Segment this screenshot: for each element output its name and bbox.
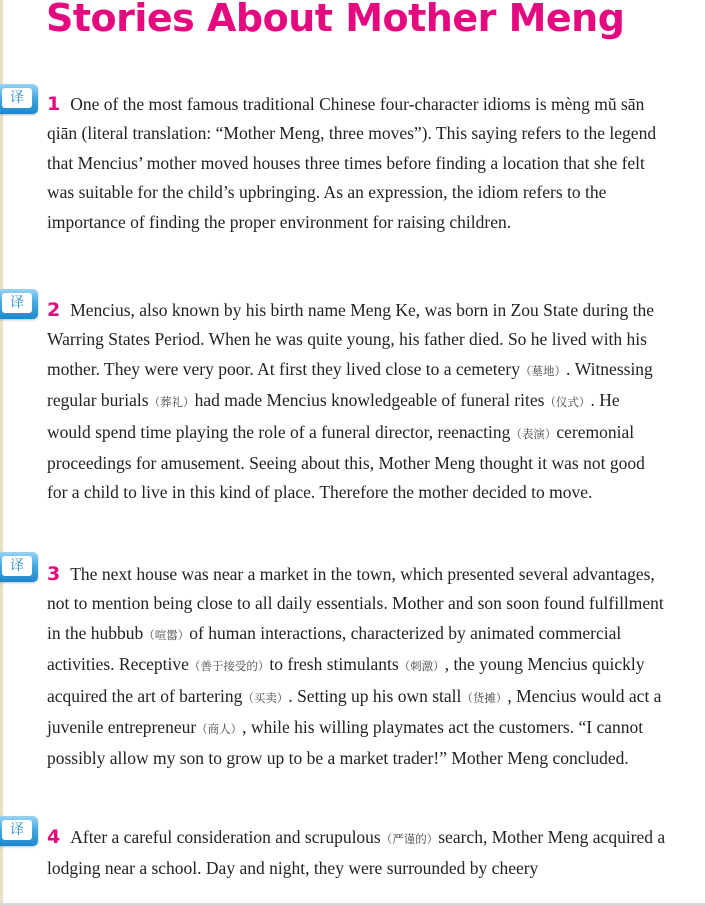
paragraph-text: , while his willing playmates act the customers. “I cannot possibly allow my son to grow up to be a market trader!” Mother Meng concluded. xyxy=(47,717,644,769)
paragraph-text: , the young Mencius quickly acquired the art of bartering xyxy=(47,654,645,706)
chinese-gloss: （刺激） xyxy=(398,659,445,674)
translate-tab-3[interactable] xyxy=(0,552,38,582)
chinese-gloss: （仪式） xyxy=(544,395,591,410)
paragraph-text: The next house was near a market in the town, which presented several advantages, not to mention being close to all daily essentials. Mother and son soon found fulfillment in the hubbub xyxy=(47,564,664,643)
paragraph-number: 2 xyxy=(47,299,61,321)
paragraph-4 xyxy=(47,823,667,884)
paragraph-text: to fresh stimulants xyxy=(269,654,399,675)
translate-tab-1[interactable] xyxy=(0,84,38,114)
paragraph-text: . Witnessing regular burials xyxy=(47,358,653,411)
chinese-gloss: （货摊） xyxy=(461,690,508,705)
paragraph-text: had made Mencius knowledgeable of funeral rites xyxy=(194,390,545,411)
page-title: Stories About Mother Meng xyxy=(46,0,625,40)
paragraph-number: 1 xyxy=(47,93,61,115)
paragraph-number: 3 xyxy=(47,563,61,585)
chinese-gloss: （表演） xyxy=(510,426,557,441)
paragraph-text: of human interactions, characterized by animated commercial activities. Receptive xyxy=(47,622,622,675)
chinese-gloss: （商人） xyxy=(196,722,243,737)
chinese-gloss: （喧嚣） xyxy=(143,627,190,642)
chinese-gloss: （善于接受的） xyxy=(188,659,270,674)
paragraph-text: , Mencius would act a juvenile entrepreneur xyxy=(47,685,662,738)
translate-icon: 译 xyxy=(2,88,32,108)
paragraph-1 xyxy=(47,90,667,237)
chinese-gloss: （葬礼） xyxy=(148,395,195,410)
paragraph-text: search, Mother Meng acquired a lodging near a school. Day and night, they were surrounded by cheery xyxy=(47,827,666,879)
chinese-gloss: （严谨的） xyxy=(380,832,439,846)
paragraph-text: ceremonial proceedings for amusement. Seeing about this, Mother Meng thought it was not good for a child to live in this kind of place. Therefore the mother decided to move. xyxy=(47,421,645,503)
chinese-gloss: （墓地） xyxy=(520,363,567,378)
paragraph-text: One of the most famous traditional Chinese four-character idioms is mèng mŭ sān qiān (literal translation: “Mother Meng, three moves”). This saying refers to the legend that Mencius’ mother moved houses three times before finding a location that she felt was suitable for the child’s upbringing. As an expression, the idiom refers to the importance of finding the proper environment for raising children. xyxy=(47,94,657,232)
paragraph-number: 4 xyxy=(47,826,61,848)
paragraph-3 xyxy=(47,560,667,774)
chinese-gloss: （买卖） xyxy=(242,690,289,705)
translate-icon: 译 xyxy=(2,820,32,840)
paragraph-text: After a careful consideration and scrupulous xyxy=(70,827,381,847)
translate-icon: 译 xyxy=(2,293,32,313)
paragraph-text: . He would spend time playing the role of a funeral director, reenacting xyxy=(47,390,620,442)
translate-tab-2[interactable] xyxy=(0,289,38,319)
paragraph-text: Mencius, also known by his birth name Meng Ke, was born in Zou State during the Warring States Period. When he was quite young, his father died. So he lived with his mother. They were very poor. At first they lived close to a cemetery xyxy=(47,300,654,379)
translate-tab-4[interactable] xyxy=(0,816,38,846)
paragraph-text: . Setting up his own stall xyxy=(288,685,462,706)
translate-icon: 译 xyxy=(2,556,32,576)
paragraph-2 xyxy=(47,296,667,508)
left-margin-rule xyxy=(0,0,3,905)
